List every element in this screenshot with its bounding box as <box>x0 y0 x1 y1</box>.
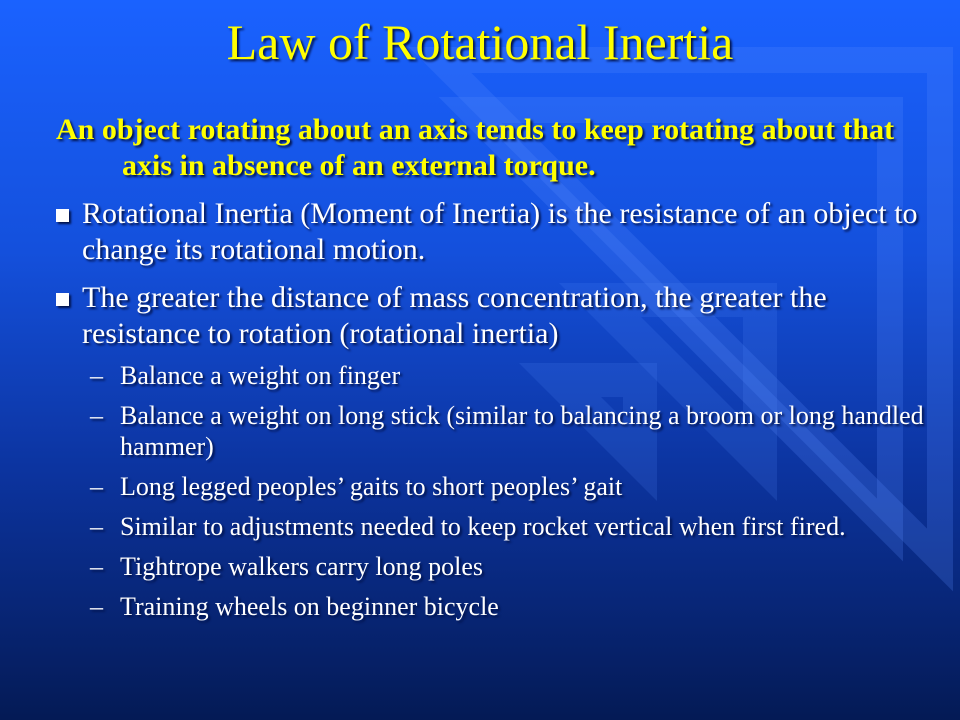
sub-item-text: Balance a weight on finger <box>120 361 401 390</box>
sub-item-text: Long legged peoples’ gaits to short peoples’ gait <box>120 472 623 501</box>
sub-item <box>56 591 936 622</box>
sub-item-text: Tightrope walkers carry long poles <box>120 552 483 581</box>
sub-item <box>56 360 936 391</box>
bullet-item <box>56 196 936 268</box>
bullet-item <box>56 280 936 352</box>
dash-bullet-icon: – <box>90 552 103 581</box>
sub-item <box>56 551 936 582</box>
dash-bullet-icon: – <box>90 472 103 501</box>
dash-bullet-icon: – <box>90 512 103 541</box>
bullet-text: The greater the distance of mass concentration, the greater the resistance to rotation (rotational inertia) <box>82 281 827 350</box>
sub-item <box>56 511 936 542</box>
dash-bullet-icon: – <box>90 361 103 390</box>
sub-item-text: Training wheels on beginner bicycle <box>120 592 499 621</box>
lead-statement: An object rotating about an axis tends to keep rotating about that axis in absence of an external torque. <box>56 113 895 182</box>
dash-bullet-icon: – <box>90 401 103 430</box>
sub-item <box>56 471 936 502</box>
sub-item-text: Balance a weight on long stick (similar to balancing a broom or long handled hammer) <box>120 401 924 461</box>
sub-item-text: Similar to adjustments needed to keep rocket vertical when first fired. <box>120 512 846 541</box>
square-bullet-icon <box>56 293 69 306</box>
slide-body <box>56 112 936 622</box>
sub-item <box>56 400 936 462</box>
slide-title: Law of Rotational Inertia <box>226 14 734 70</box>
bullet-text: Rotational Inertia (Moment of Inertia) is the resistance of an object to change its rotational motion. <box>82 197 918 266</box>
dash-bullet-icon: – <box>90 592 103 621</box>
square-bullet-icon <box>56 209 69 222</box>
